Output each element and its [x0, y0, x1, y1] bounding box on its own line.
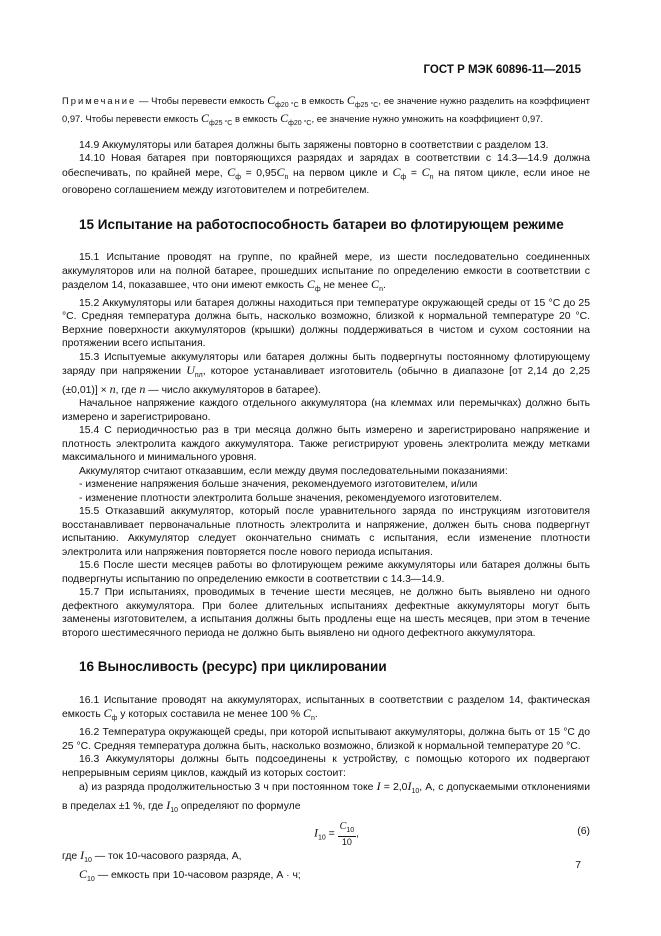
subscript: ф [314, 286, 321, 294]
symbol: C [306, 277, 315, 292]
symbol: n [109, 381, 116, 396]
subscript: 10 [87, 875, 95, 883]
paragraph-15-1 [62, 251, 590, 297]
paragraph-14-10 [62, 152, 590, 198]
formula-6 [62, 819, 590, 847]
subscript: ф25 °С [354, 101, 379, 109]
symbol: I [407, 779, 412, 794]
symbol: C [421, 164, 430, 179]
paragraph-15-3b: Начальное напряжение каждого отдельного аккумулятора (на клеммах или перемычках) должно быть измерено и зарегистрировано. [62, 398, 590, 423]
subscript: n [310, 715, 315, 723]
note-text: , ее значение нужно разделить на коэффициент 0,97. Чтобы перевести емкость [62, 95, 590, 125]
note-paragraph [62, 94, 590, 131]
capacity-symbol: C [201, 111, 210, 126]
note-text: — Чтобы перевести емкость [136, 95, 268, 106]
text: не менее [320, 280, 372, 292]
note-text: в емкость [232, 113, 281, 125]
paragraph-16-3: 16.3 Аккумуляторы должны быть подсоединены к устройству, с помощью которого их подвергают непрерывным сериям циклов, каждый из которых состоит: [62, 754, 590, 779]
note-text: в емкость [298, 95, 347, 106]
capacity-symbol: C [280, 111, 289, 126]
subscript: ф20 °С [288, 120, 312, 128]
text: а) из разряда продолжительностью 3 ч при постоянном токе [79, 782, 377, 794]
text: = 0,95 [241, 167, 277, 179]
text: = 2,0 [380, 782, 408, 794]
symbol: I [376, 779, 381, 794]
page-content [62, 94, 590, 886]
subscript: ф [111, 715, 118, 723]
capacity-symbol: C [267, 93, 276, 107]
list-item: - изменение плотности электролита больше значения, рекомендуемого изготовителем. [79, 492, 502, 504]
document-header: ГОСТ Р МЭК 60896-11—2015 [423, 64, 581, 76]
subscript: ф [235, 173, 242, 181]
paragraph-15-3 [62, 351, 590, 398]
subscript: пл [194, 372, 203, 380]
subscript: 10 [346, 827, 355, 835]
note-text: , ее значение нужно умножить на коэффициент 0,97. [311, 113, 544, 125]
text: 15.3 Испытуемые аккумуляторы или батарея должны быть подвергнуты постоянному флотирующему заряду при напряжении [62, 351, 590, 378]
subscript: n [429, 173, 434, 181]
where-line-2 [62, 868, 590, 887]
text: у которых составила не менее 100 % [117, 709, 303, 721]
symbol: C [302, 706, 311, 721]
paragraph-15-6: 15.6 После шести месяцев работы во флотирующем режиме аккумуляторы или батарея должны быть подвергнуты испытанию по определению емкости в соответствии с 14.3—14.9. [62, 560, 590, 585]
page-number: 7 [575, 859, 581, 871]
symbol: C [392, 164, 401, 179]
equals: = [325, 828, 338, 840]
paragraph-16-2: 16.2 Температура окружающей среды, при которой испытывают аккумуляторы, должна быть от 15 °С до 25 °С. Средняя температура должна быть, насколько возможно, близкой к нормальной температуре 20 °С. [62, 727, 590, 752]
symbol: C [103, 706, 112, 721]
text: , А, с допускаемыми отклонениями в пределах ±1 %, где [62, 782, 590, 812]
paragraph-16-3a [62, 780, 590, 817]
numerator [338, 821, 356, 837]
formula-number: (6) [577, 826, 590, 838]
section-15-title: 15 Испытание на работоспособность батареи во флотирующем режиме [79, 216, 564, 232]
symbol: n [139, 381, 146, 396]
symbol: C [227, 164, 236, 179]
text: 15.1 Испытание проводят на группе, по крайней мере, из шести последовательно соединенных аккумуляторов или на полной батарее, прошедших испытание по определению емкости в соответствии с разделом 14, показавшее, что они имеют емкость [62, 252, 590, 292]
text: где [62, 851, 81, 863]
where-line-1 [62, 849, 590, 868]
symbol: I [166, 797, 171, 812]
subscript: 10 [84, 857, 92, 865]
symbol: U [186, 363, 195, 378]
symbol: C [371, 277, 380, 292]
subscript: n [284, 173, 289, 181]
text: 14.10 Новая батарея при повторяющихся разрядах и зарядах в соответствии с 14.3—14.9 должна обеспечивать, по крайней мере, [62, 153, 590, 179]
paragraph-15-4b: Аккумулятор считают отказавшим, если между двумя последовательными показаниями: [79, 465, 508, 477]
fraction [338, 821, 356, 847]
text: , где [115, 384, 140, 396]
paragraph-15-5: 15.5 Отказавший аккумулятор, который после уравнительного заряда по инструкциям изготовителя восстанавливает первоначальные плотность электролита и напряжение, должен быть снова подвергнут испытанию. Аккумулятор следует окончательно снимать с испытания, если изменение плотности электролита или напряжения повторяется после нового периода испытания. [62, 506, 590, 558]
capacity-symbol: C [346, 93, 355, 107]
subscript: ф20 °С [275, 101, 299, 109]
text: , которое устанавливает изготовитель (обычно в диапазоне [от 2,14 до 2,25 (±0,01)] × [62, 366, 590, 396]
text: на пятом цикле, если иное не оговорено соглашением между изготовителем и потребителем. [62, 167, 590, 197]
subscript: 10 [170, 806, 179, 814]
subscript: ф25 °С [209, 120, 233, 128]
formula-body [314, 821, 359, 847]
paragraph-15-7: 15.7 При испытаниях, проводимых в течение шести месяцев, не должно быть выявлено ни одного дефектного аккумулятора. При более длительных испытаниях дефектные аккумуляторы могут быть заменены изготовителем, а испытания должны быть продлены еще на шесть месяцев, при этом в течение второго шестимесячного периода не должно быть выявлено ни одного дефектного аккумулятора. [62, 587, 590, 639]
symbol: C [276, 164, 285, 179]
text: определяют по формуле [178, 800, 301, 812]
text: — ток 10-часового разряда, А, [91, 851, 242, 863]
text: на первом цикле и [288, 167, 393, 179]
paragraph-15-4: 15.4 С периодичностью раз в три месяца должно быть измерено и зарегистрировано напряжение и плотность электролита каждого аккумулятора. Также регистрируют уровень электролита между метками максимального и минимального уровня. [62, 425, 590, 464]
punctuation: , [356, 828, 359, 840]
paragraph-15-2: 15.2 Аккумуляторы или батарея должны находиться при температуре окружающей среды от 15 °С до 25 °С. Средняя температура должна быть, насколько возможно, близкой к нормальной температуре 20 °С. Верхние поверхности аккумуляторов (крышки) должны поддерживаться в чистом и сухом состоянии на протяжении всего испытания. [62, 297, 590, 350]
note-label: Примечание [62, 95, 137, 106]
subscript: ф [400, 173, 407, 181]
text: 16.1 Испытание проводят на аккумуляторах, испытанных в соответствии с разделом 14, фактическая емкость [62, 694, 590, 721]
list-item: - изменение напряжения больше значения, рекомендуемого изготовителем, и/или [79, 479, 478, 491]
symbol: I [314, 825, 318, 840]
denominator: 10 [341, 837, 352, 848]
text: — число аккумуляторов в батарее). [145, 384, 321, 396]
section-16-title: 16 Выносливость (ресурс) при циклировании [79, 659, 387, 675]
symbol: C [339, 821, 347, 833]
text: = [406, 167, 422, 179]
text: — емкость при 10-часовом разряде, А · ч; [94, 869, 301, 881]
subscript: 10 [318, 834, 326, 842]
subscript: 10 [411, 788, 420, 796]
text: . [314, 709, 318, 721]
paragraph-14-9: 14.9 Аккумуляторы или батарея должны быть заряжены повторно в соответствии с разделом 13. [79, 139, 549, 151]
symbol: C [79, 866, 88, 881]
text: . [382, 280, 386, 292]
subscript: n [379, 286, 383, 294]
symbol: I [80, 848, 85, 863]
paragraph-16-1 [62, 694, 590, 726]
